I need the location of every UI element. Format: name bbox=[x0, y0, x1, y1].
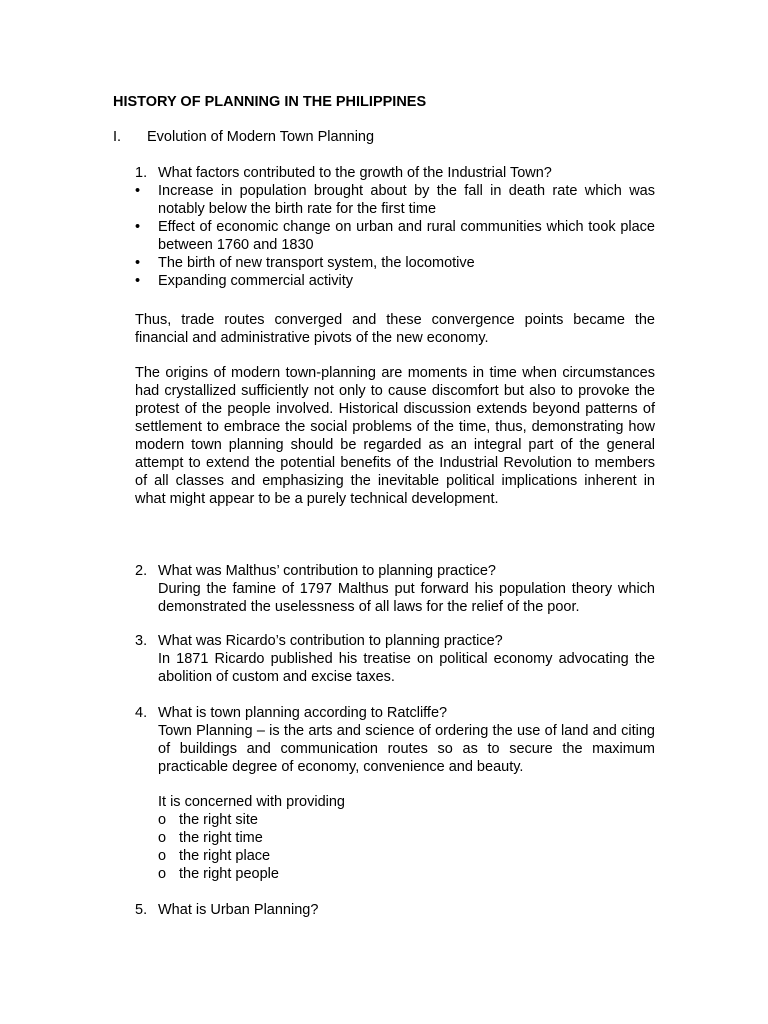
section-title: Evolution of Modern Town Planning bbox=[147, 129, 375, 145]
bullet-icon: • bbox=[135, 255, 141, 271]
question-3 bbox=[135, 632, 655, 686]
answer-text: During the famine of 1797 Malthus put forward his population theory which demonstrated the uselessness of all laws for the relief of the poor. bbox=[158, 581, 655, 615]
list-item: • Expanding commercial activity bbox=[135, 273, 354, 289]
question-5 bbox=[135, 901, 655, 919]
bullet-icon: • bbox=[135, 219, 141, 235]
paragraph-trade-routes: Thus, trade routes converged and these convergence points became the financial and administrative pivots of the new economy. bbox=[135, 312, 655, 346]
factor-list bbox=[135, 182, 655, 290]
document-title: HISTORY OF PLANNING IN THE PHILIPPINES bbox=[113, 94, 427, 110]
question-number: 4. bbox=[135, 705, 148, 721]
question-number: 2. bbox=[135, 563, 148, 579]
question-text: What factors contributed to the growth of the Industrial Town? bbox=[158, 165, 552, 181]
question-2 bbox=[135, 562, 655, 616]
circle-bullet-icon: o bbox=[158, 866, 167, 882]
list-item: o the right people bbox=[158, 866, 279, 882]
list-item: o the right place bbox=[158, 848, 271, 864]
paragraph-origins: The origins of modern town-planning are moments in time when circumstances had crystallized sufficiently not only to cause discomfort but also to provoke the protest of the people involved. Historical discussion extends beyond patterns of settlement to embrace the social problems of the time, thus, demonstrating how modern town planning should be regarded as an integral part of the general attempt to extend the potential benefits of the Industrial Revolution to members of all classes and emphasizing the inevitable political implications inherent in what might appear to be a purely technical development. bbox=[135, 365, 655, 507]
question-text: What is town planning according to Ratcliffe? bbox=[158, 705, 448, 721]
list-item: o the right site bbox=[158, 812, 258, 828]
question-number: 1. bbox=[135, 165, 148, 181]
answer-text: In 1871 Ricardo published his treatise on political economy advocating the abolition of custom and excise taxes. bbox=[158, 651, 655, 685]
list-item: o the right time bbox=[158, 830, 263, 846]
question-number: 5. bbox=[135, 902, 148, 918]
list-intro: It is concerned with providing bbox=[158, 794, 345, 810]
question-text: What was Ricardo’s contribution to planning practice? bbox=[158, 633, 503, 649]
provision-list bbox=[135, 811, 655, 883]
section-number: I. bbox=[113, 129, 122, 145]
section-heading bbox=[113, 128, 374, 146]
question-1 bbox=[135, 164, 655, 290]
bullet-icon: • bbox=[135, 273, 141, 289]
list-item: • Increase in population brought about by the fall in death rate which was notably below the birth rate for the first time bbox=[135, 183, 655, 217]
answer-text: Town Planning – is the arts and science of ordering the use of land and citing of buildings and communication routes so as to secure the maximum practicable degree of economy, convenience and beauty. bbox=[158, 723, 655, 775]
circle-bullet-icon: o bbox=[158, 812, 167, 828]
question-number: 3. bbox=[135, 633, 148, 649]
list-item: • The birth of new transport system, the locomotive bbox=[135, 255, 475, 271]
question-text: What was Malthus’ contribution to planning practice? bbox=[158, 563, 496, 579]
bullet-icon: • bbox=[135, 183, 141, 199]
question-4 bbox=[135, 704, 655, 883]
question-text: What is Urban Planning? bbox=[158, 902, 319, 918]
circle-bullet-icon: o bbox=[158, 848, 167, 864]
circle-bullet-icon: o bbox=[158, 830, 167, 846]
list-item: • Effect of economic change on urban and rural communities which took place between 1760 and 1830 bbox=[135, 219, 655, 253]
